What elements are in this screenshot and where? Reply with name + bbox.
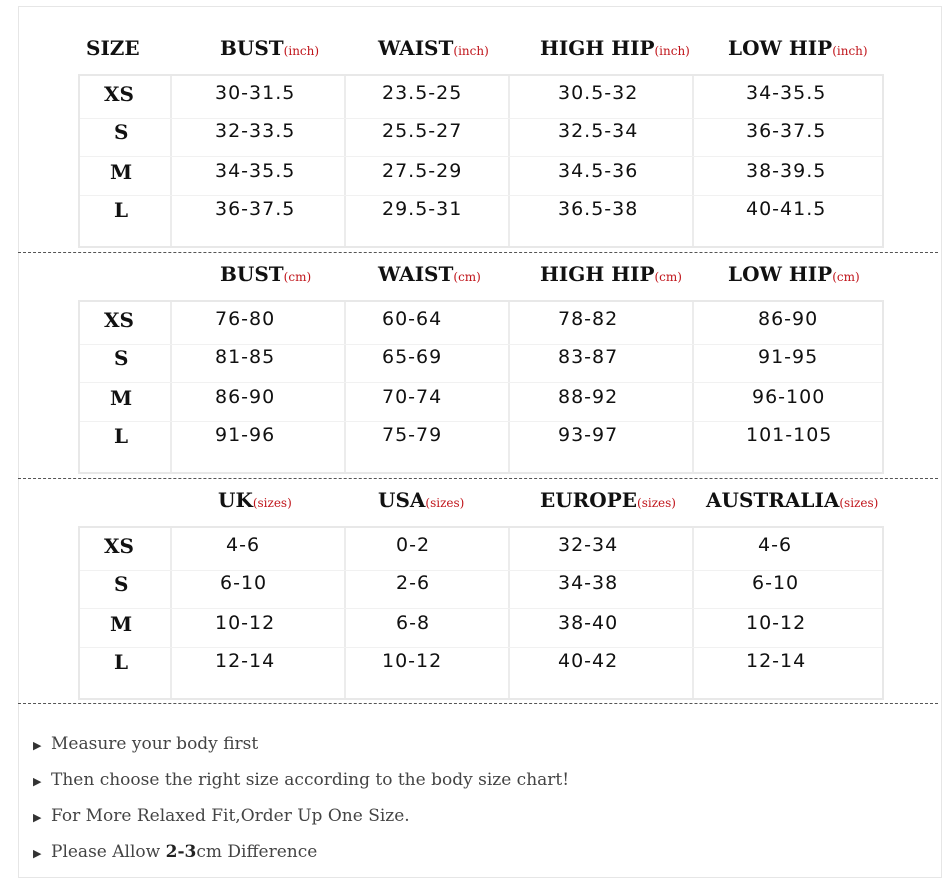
country-table <box>78 526 884 700</box>
australia-value: 6-10 <box>752 572 800 594</box>
uk-value: 4-6 <box>226 534 261 556</box>
uk-value: 12-14 <box>215 650 276 672</box>
australia-unit: (sizes) <box>839 496 879 510</box>
high-hip-value: 93-97 <box>558 424 619 446</box>
bust-value: 81-85 <box>215 346 276 368</box>
high-hip-unit: (cm) <box>654 270 682 284</box>
notes-list <box>33 730 569 874</box>
bust-value: 30-31.5 <box>215 82 296 104</box>
waist-header: WAIST(cm) <box>378 262 481 286</box>
high-hip-value: 78-82 <box>558 308 619 330</box>
bust-unit: (inch) <box>283 44 320 58</box>
uk-value: 10-12 <box>215 612 276 634</box>
cm-table <box>78 300 884 474</box>
section-divider <box>18 252 938 253</box>
high-hip-header: HIGH HIP(inch) <box>540 36 690 60</box>
waist-value: 75-79 <box>382 424 443 446</box>
high-hip-unit: (inch) <box>654 44 690 58</box>
table-row <box>80 120 886 158</box>
section-divider <box>18 478 938 479</box>
table-row <box>80 386 886 424</box>
high-hip-value: 83-87 <box>558 346 619 368</box>
low-hip-value: 40-41.5 <box>746 198 827 220</box>
europe-value: 40-42 <box>558 650 619 672</box>
table-row <box>80 160 886 198</box>
bust-value: 91-96 <box>215 424 276 446</box>
bust-value: 34-35.5 <box>215 160 296 182</box>
list-item: ▶ Please Allow 2-3cm Difference <box>33 838 569 874</box>
waist-value: 65-69 <box>382 346 443 368</box>
bust-value: 32-33.5 <box>215 120 296 142</box>
australia-value: 4-6 <box>758 534 793 556</box>
high-hip-value: 36.5-38 <box>558 198 639 220</box>
size-label: L <box>114 424 129 448</box>
waist-value: 29.5-31 <box>382 198 463 220</box>
bust-header: BUST(cm) <box>220 262 312 286</box>
usa-unit: (sizes) <box>425 496 465 510</box>
australia-header: AUSTRALIA(sizes) <box>706 488 879 512</box>
low-hip-value: 36-37.5 <box>746 120 827 142</box>
australia-value: 12-14 <box>746 650 807 672</box>
low-hip-unit: (cm) <box>832 270 860 284</box>
low-hip-value: 34-35.5 <box>746 82 827 104</box>
table-row <box>80 650 886 688</box>
table-row <box>80 424 886 462</box>
triangle-right-icon: ▶ <box>33 811 42 824</box>
list-item: ▶ For More Relaxed Fit,Order Up One Size. <box>33 802 569 838</box>
list-item: ▶ Then choose the right size according to the body size chart! <box>33 766 569 802</box>
high-hip-value: 30.5-32 <box>558 82 639 104</box>
waist-value: 23.5-25 <box>382 82 463 104</box>
europe-unit: (sizes) <box>637 496 676 510</box>
europe-header: EUROPE(sizes) <box>540 488 676 512</box>
europe-value: 32-34 <box>558 534 619 556</box>
cm-header-row <box>0 262 950 302</box>
triangle-right-icon: ▶ <box>33 775 42 788</box>
low-hip-value: 38-39.5 <box>746 160 827 182</box>
low-hip-value: 91-95 <box>758 346 819 368</box>
bust-value: 36-37.5 <box>215 198 296 220</box>
table-row <box>80 572 886 610</box>
table-row <box>80 308 886 346</box>
size-label: XS <box>104 308 134 332</box>
waist-value: 60-64 <box>382 308 443 330</box>
bust-header: BUST(inch) <box>220 36 320 60</box>
country-header-row <box>0 488 950 528</box>
low-hip-value: 86-90 <box>758 308 819 330</box>
size-header: SIZE <box>86 36 140 60</box>
waist-header: WAIST(inch) <box>378 36 489 60</box>
size-label: S <box>114 120 129 144</box>
table-row <box>80 82 886 120</box>
usa-value: 6-8 <box>396 612 431 634</box>
high-hip-header: HIGH HIP(cm) <box>540 262 682 286</box>
usa-value: 2-6 <box>396 572 431 594</box>
size-label: M <box>110 160 133 184</box>
high-hip-value: 88-92 <box>558 386 619 408</box>
size-label: S <box>114 572 129 596</box>
waist-unit: (cm) <box>453 270 481 284</box>
high-hip-value: 34.5-36 <box>558 160 639 182</box>
bust-value: 76-80 <box>215 308 276 330</box>
triangle-right-icon: ▶ <box>33 739 42 752</box>
bust-value: 86-90 <box>215 386 276 408</box>
low-hip-value: 96-100 <box>752 386 826 408</box>
high-hip-value: 32.5-34 <box>558 120 639 142</box>
size-label: XS <box>104 82 134 106</box>
triangle-right-icon: ▶ <box>33 847 42 860</box>
bust-unit: (cm) <box>283 270 312 284</box>
inch-header-row <box>0 36 950 76</box>
uk-header: UK(sizes) <box>218 488 292 512</box>
waist-value: 27.5-29 <box>382 160 463 182</box>
europe-value: 38-40 <box>558 612 619 634</box>
waist-value: 25.5-27 <box>382 120 463 142</box>
waist-unit: (inch) <box>453 44 489 58</box>
section-divider <box>18 703 938 704</box>
table-row <box>80 198 886 236</box>
size-label: L <box>114 650 129 674</box>
usa-value: 10-12 <box>382 650 443 672</box>
table-row <box>80 534 886 572</box>
size-label: M <box>110 386 133 410</box>
size-label: L <box>114 198 129 222</box>
usa-value: 0-2 <box>396 534 431 556</box>
table-row <box>80 346 886 384</box>
australia-value: 10-12 <box>746 612 807 634</box>
size-label: S <box>114 346 129 370</box>
low-hip-header: LOW HIP(cm) <box>728 262 860 286</box>
low-hip-unit: (inch) <box>832 44 868 58</box>
low-hip-value: 101-105 <box>746 424 833 446</box>
europe-value: 34-38 <box>558 572 619 594</box>
low-hip-header: LOW HIP(inch) <box>728 36 868 60</box>
inch-table <box>78 74 884 248</box>
table-row <box>80 612 886 650</box>
waist-value: 70-74 <box>382 386 443 408</box>
size-label: M <box>110 612 133 636</box>
usa-header: USA(sizes) <box>378 488 465 512</box>
uk-value: 6-10 <box>220 572 268 594</box>
size-label: XS <box>104 534 134 558</box>
uk-unit: (sizes) <box>252 496 292 510</box>
list-item: ▶ Measure your body first <box>33 730 569 766</box>
